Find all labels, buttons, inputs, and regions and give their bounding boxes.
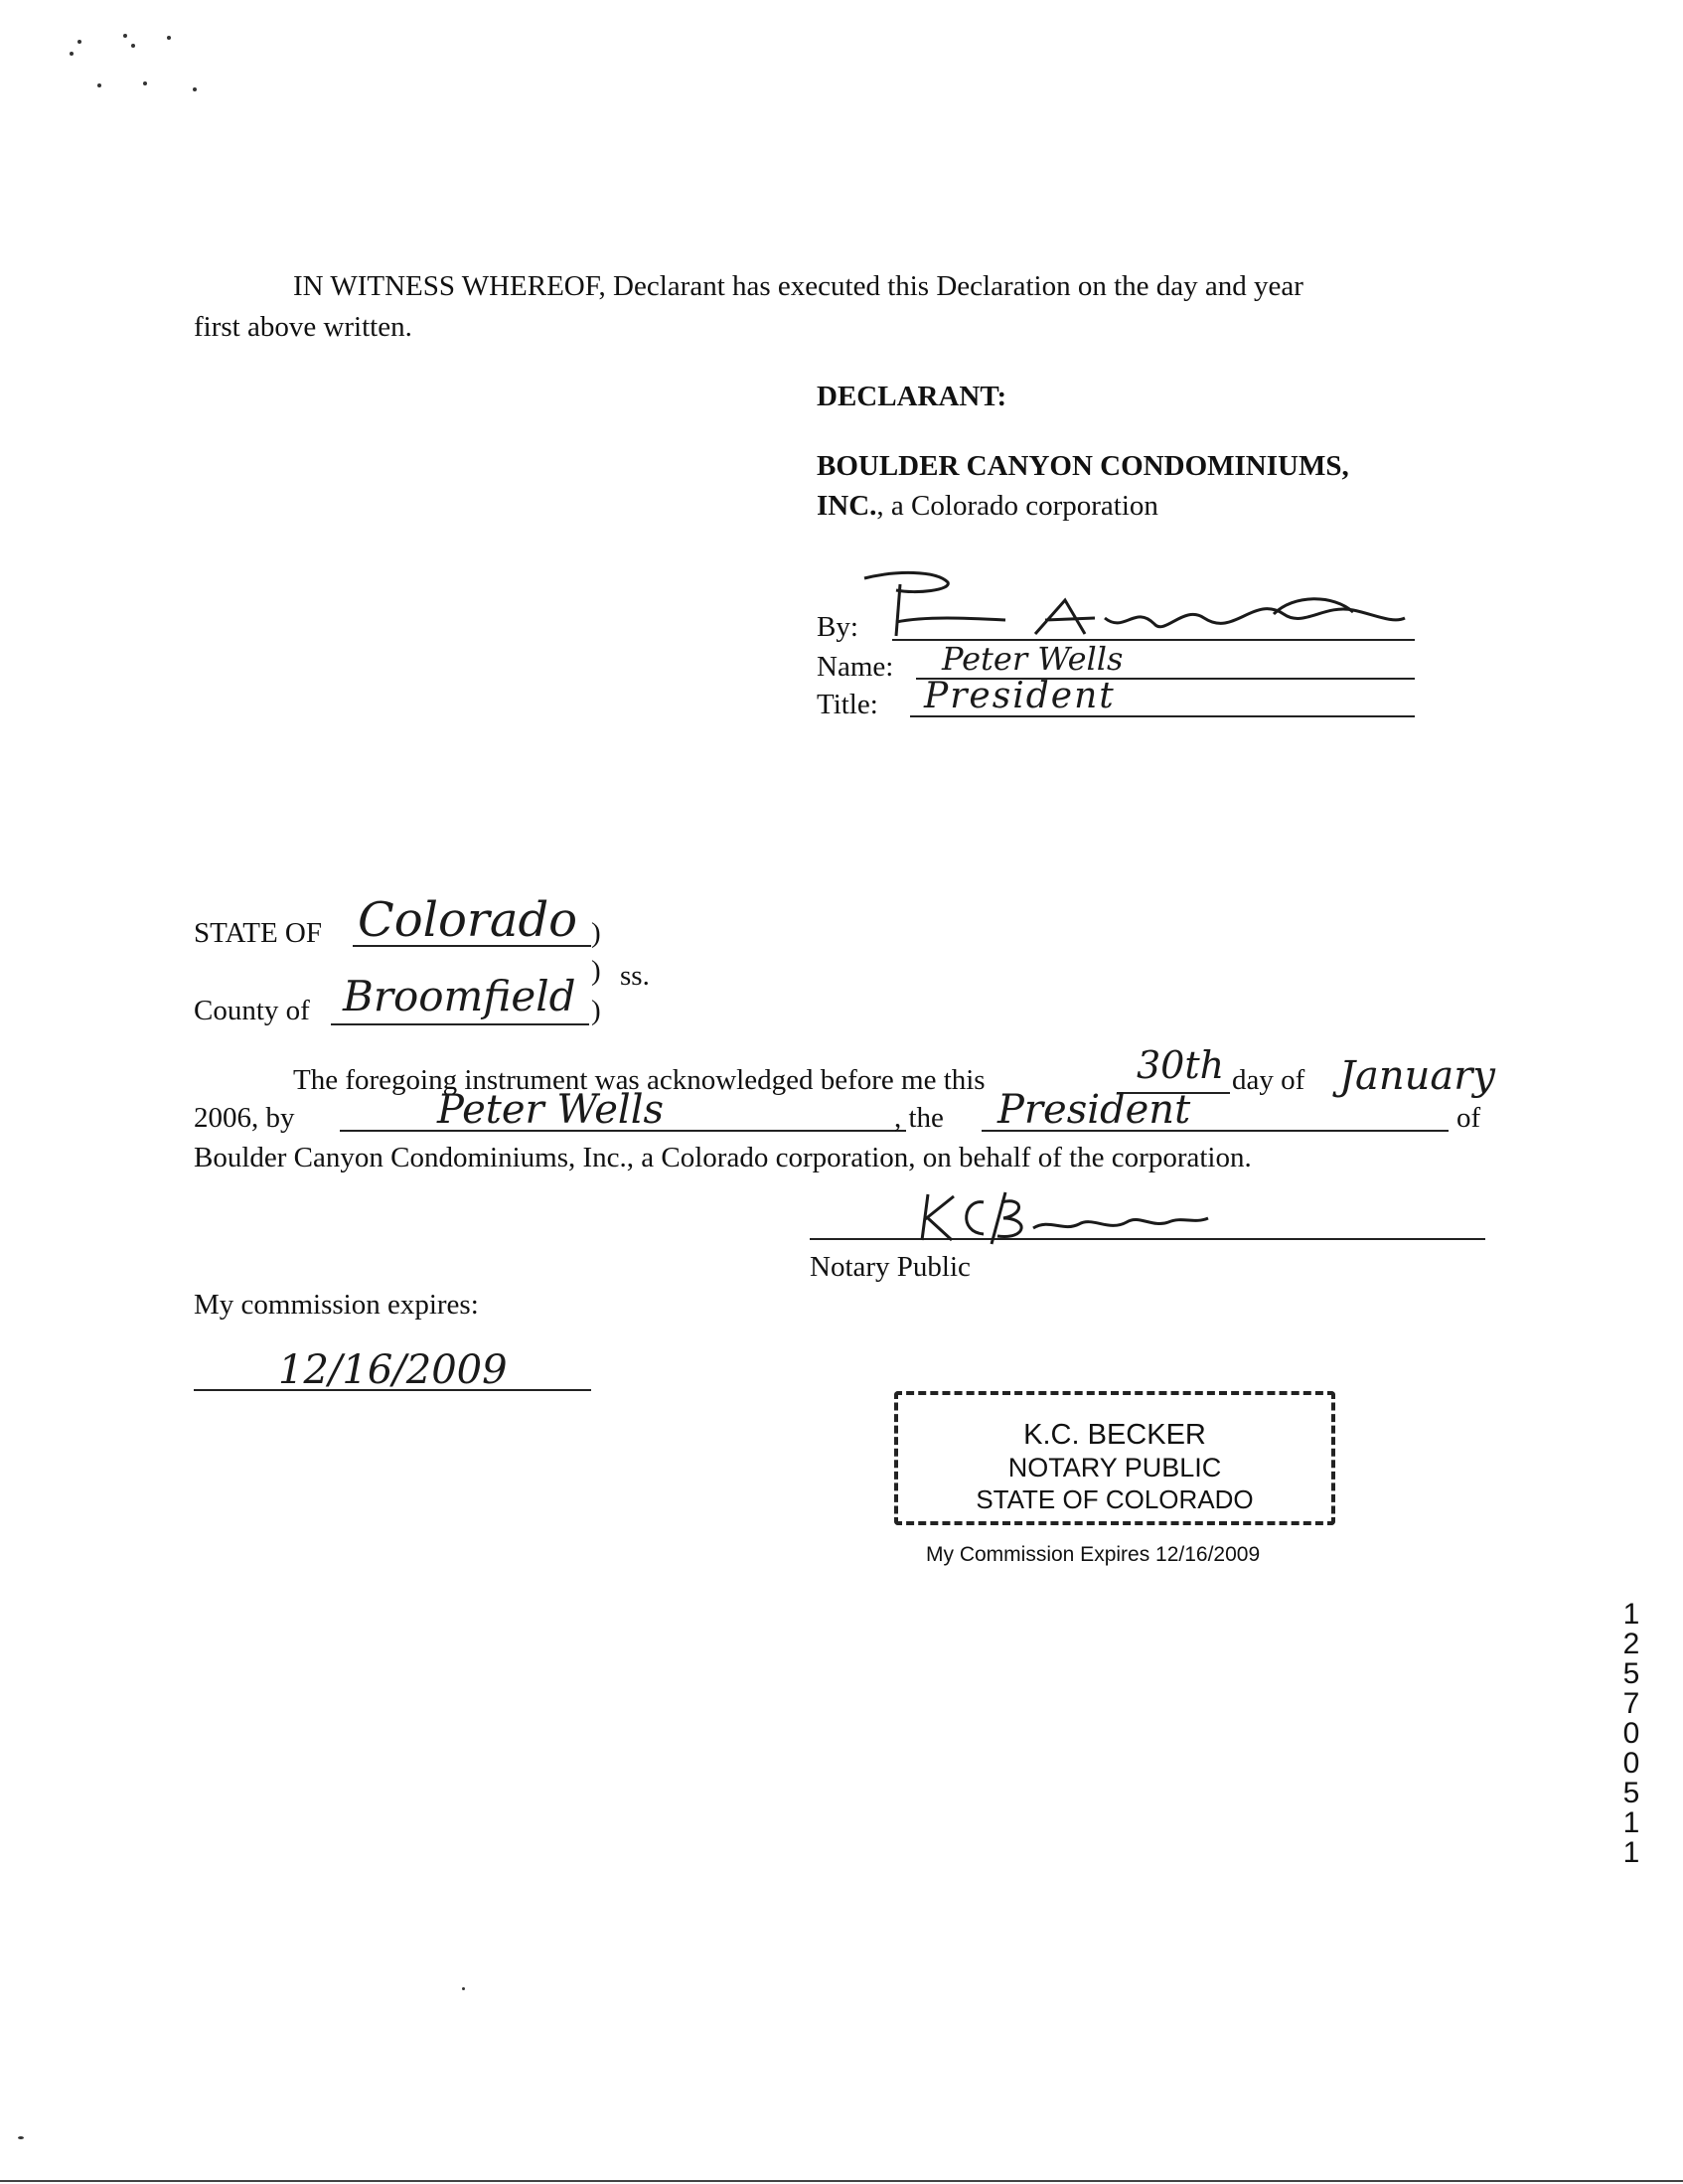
scan-speck — [167, 36, 171, 40]
company-name-line1: BOULDER CANYON CONDOMINIUMS, — [817, 450, 1349, 482]
company-name-inc: INC. — [817, 490, 877, 522]
seal-notary-public: NOTARY PUBLIC — [1007, 1453, 1222, 1482]
seal-state: STATE OF COLORADO — [976, 1484, 1254, 1514]
county-bracket: ) — [591, 995, 601, 1026]
state-handwritten: Colorado — [358, 892, 578, 948]
company-descriptor: , a Colorado corporation — [876, 490, 1158, 522]
seal-commission-expires: My Commission Expires 12/16/2009 — [926, 1543, 1261, 1566]
ack-text-part2: day of — [1232, 1064, 1305, 1096]
notary-seal-stamp — [894, 1391, 1335, 1525]
ack-the: , the — [894, 1102, 944, 1134]
scan-speck — [131, 44, 135, 48]
witness-clause-line1: IN WITNESS WHEREOF, Declarant has executed this Declaration on the day and year — [293, 270, 1303, 302]
ss-label: ss. — [620, 960, 650, 992]
scan-speck — [123, 34, 127, 38]
by-label: By: — [817, 611, 858, 643]
bottom-edge-line — [0, 2180, 1683, 2182]
county-handwritten: Broomfield — [343, 972, 576, 1020]
ack-year-prefix: 2006, by — [194, 1102, 295, 1134]
scan-speck — [70, 52, 74, 56]
scan-speck — [18, 2136, 24, 2139]
middle-bracket: ) — [591, 955, 601, 987]
ack-text-line3: Boulder Canyon Condominiums, Inc., a Colorado corporation, on behalf of the corporation. — [194, 1142, 1252, 1173]
signer-title-handwritten: President — [924, 676, 1116, 716]
ack-text-part1: The foregoing instrument was acknowledged before me this — [293, 1064, 986, 1096]
signer-name-handwritten: Peter Wells — [942, 640, 1124, 678]
scan-speck — [193, 87, 197, 91]
witness-clause-line2: first above written. — [194, 311, 412, 343]
scan-speck — [77, 40, 81, 44]
ack-by-handwritten: Peter Wells — [437, 1087, 665, 1133]
commission-expires-label: My commission expires: — [194, 1289, 479, 1321]
seal-notary-name: K.C. BECKER — [1023, 1419, 1206, 1451]
state-bracket: ) — [591, 917, 601, 949]
ack-role-handwritten: President — [997, 1087, 1191, 1133]
ack-of: of — [1456, 1102, 1481, 1134]
state-of-label: STATE OF — [194, 917, 322, 949]
commission-date-handwritten: 12/16/2009 — [278, 1347, 508, 1393]
scan-speck — [143, 81, 147, 85]
declarant-signature — [856, 564, 1413, 644]
company-name-line2 — [817, 489, 1158, 523]
county-line — [331, 1023, 589, 1025]
notary-signature — [914, 1188, 1212, 1248]
scan-speck — [462, 1987, 465, 1990]
title-label: Title: — [817, 689, 878, 720]
name-label: Name: — [817, 651, 894, 683]
document-number: 1257 00511 — [1622, 1598, 1640, 1869]
scan-speck — [97, 83, 101, 87]
month-handwritten: January — [1339, 1053, 1495, 1099]
day-handwritten: 30th — [1137, 1043, 1225, 1087]
declarant-heading: DECLARANT: — [817, 381, 1007, 412]
county-of-label: County of — [194, 995, 310, 1026]
notary-public-label: Notary Public — [810, 1251, 971, 1283]
